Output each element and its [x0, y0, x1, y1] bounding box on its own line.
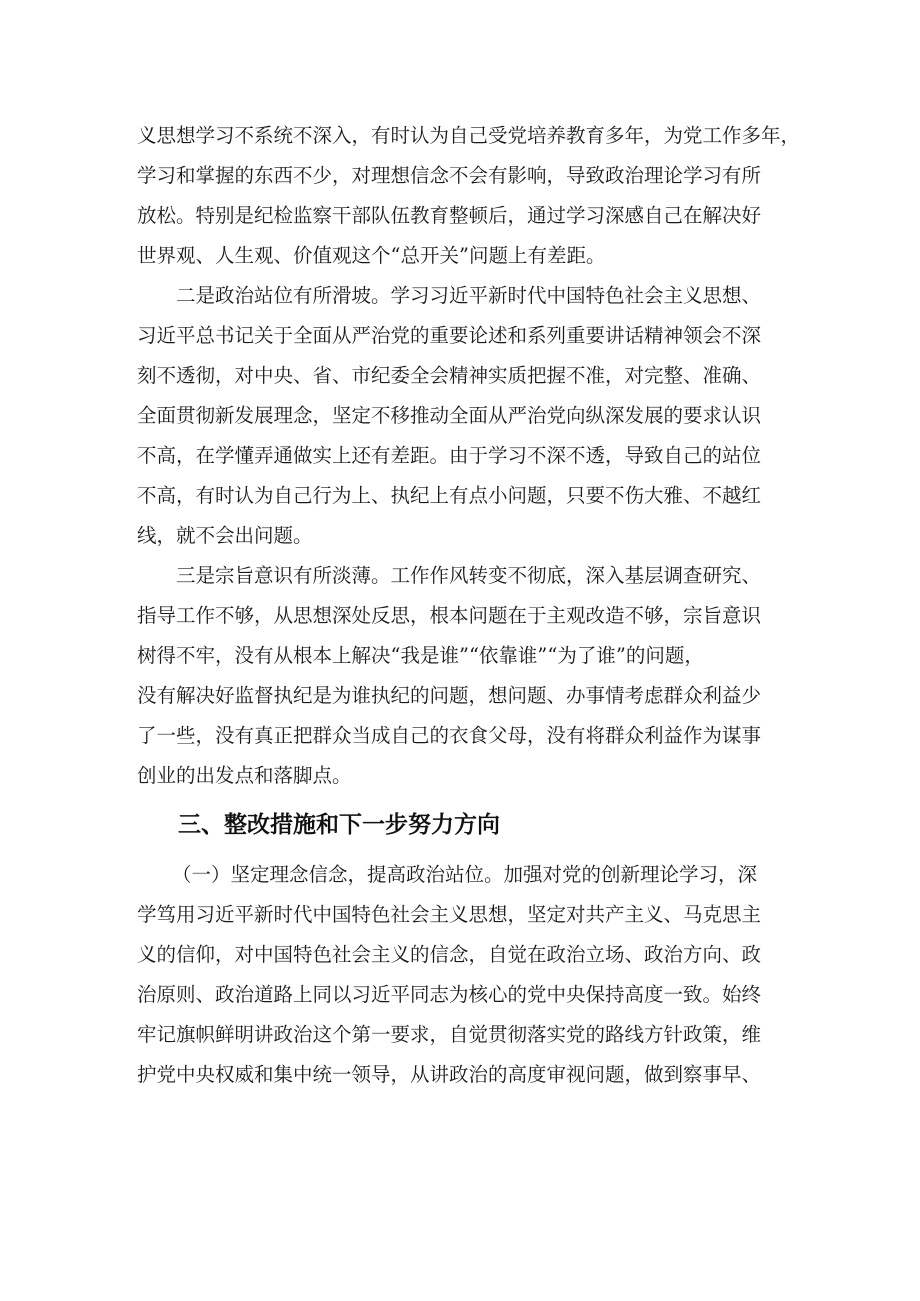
body-text-line: 不高，有时认为自己行为上、执纪上有点小问题，只要不伤大雅、不越红 [137, 484, 762, 507]
body-text-line: 放松。特别是纪检监察干部队伍教育整顿后，通过学习深感自己在解决好 [137, 204, 762, 227]
body-text-line: 二是政治站位有所滑坡。学习习近平新时代中国特色社会主义思想、 [176, 284, 762, 307]
body-text-line: 树得不牢，没有从根本上解决“我是谁”“依靠谁”“为了谁”的问题， [137, 644, 704, 667]
body-text-line: 护党中央权威和集中统一领导，从讲政治的高度审视问题，做到察事早、 [137, 1063, 762, 1086]
body-text-line: 全面贯彻新发展理念，坚定不移推动全面从严治党向纵深发展的要求认识 [137, 404, 762, 427]
body-text-line: 三是宗旨意识有所淡薄。工作作风转变不彻底，深入基层调查研究、 [176, 564, 762, 587]
body-text-line: 义的信仰，对中国特色社会主义的信念，自觉在政治立场、政治方向、政 [137, 943, 762, 966]
section-heading: 三、整改措施和下一步努力方向 [178, 812, 500, 838]
body-text-line: （一）坚定理念信念，提高政治站位。加强对党的创新理论学习，深 [172, 863, 758, 886]
body-text-line: 习近平总书记关于全面从严治党的重要论述和系列重要讲话精神领会不深 [137, 324, 762, 347]
body-text-line: 学笃用习近平新时代中国特色社会主义思想，坚定对共产主义、马克思主 [137, 903, 762, 926]
body-text-line: 学习和掌握的东西不少，对理想信念不会有影响，导致政治理论学习有所 [137, 164, 762, 187]
body-text-line: 线，就不会出问题。 [137, 524, 313, 547]
body-text-line: 治原则、政治道路上同以习近平同志为核心的党中央保持高度一致。始终 [137, 983, 762, 1006]
body-text-line: 指导工作不够，从思想深处反思，根本问题在于主观改造不够，宗旨意识 [137, 604, 762, 627]
body-text-line: 没有解决好监督执纪是为谁执纪的问题，想问题、办事情考虑群众利益少 [137, 684, 762, 707]
body-text-line: 不高，在学懂弄通做实上还有差距。由于学习不深不透，导致自己的站位 [137, 444, 762, 467]
body-text-line: 牢记旗帜鲜明讲政治这个第一要求，自觉贯彻落实党的路线方针政策，维 [137, 1023, 762, 1046]
body-text-line: 了一些，没有真正把群众当成自己的衣食父母，没有将群众利益作为谋事 [137, 724, 762, 747]
body-text-line: 世界观、人生观、价值观这个“总开关”问题上有差距。 [137, 244, 606, 267]
body-text-line: 创业的出发点和落脚点。 [137, 764, 352, 787]
body-text-line: 义思想学习不系统不深入，有时认为自己受党培养教育多年，为党工作多年， [137, 124, 801, 147]
body-text-line: 刻不透彻，对中央、省、市纪委全会精神实质把握不准，对完整、准确、 [137, 364, 762, 387]
